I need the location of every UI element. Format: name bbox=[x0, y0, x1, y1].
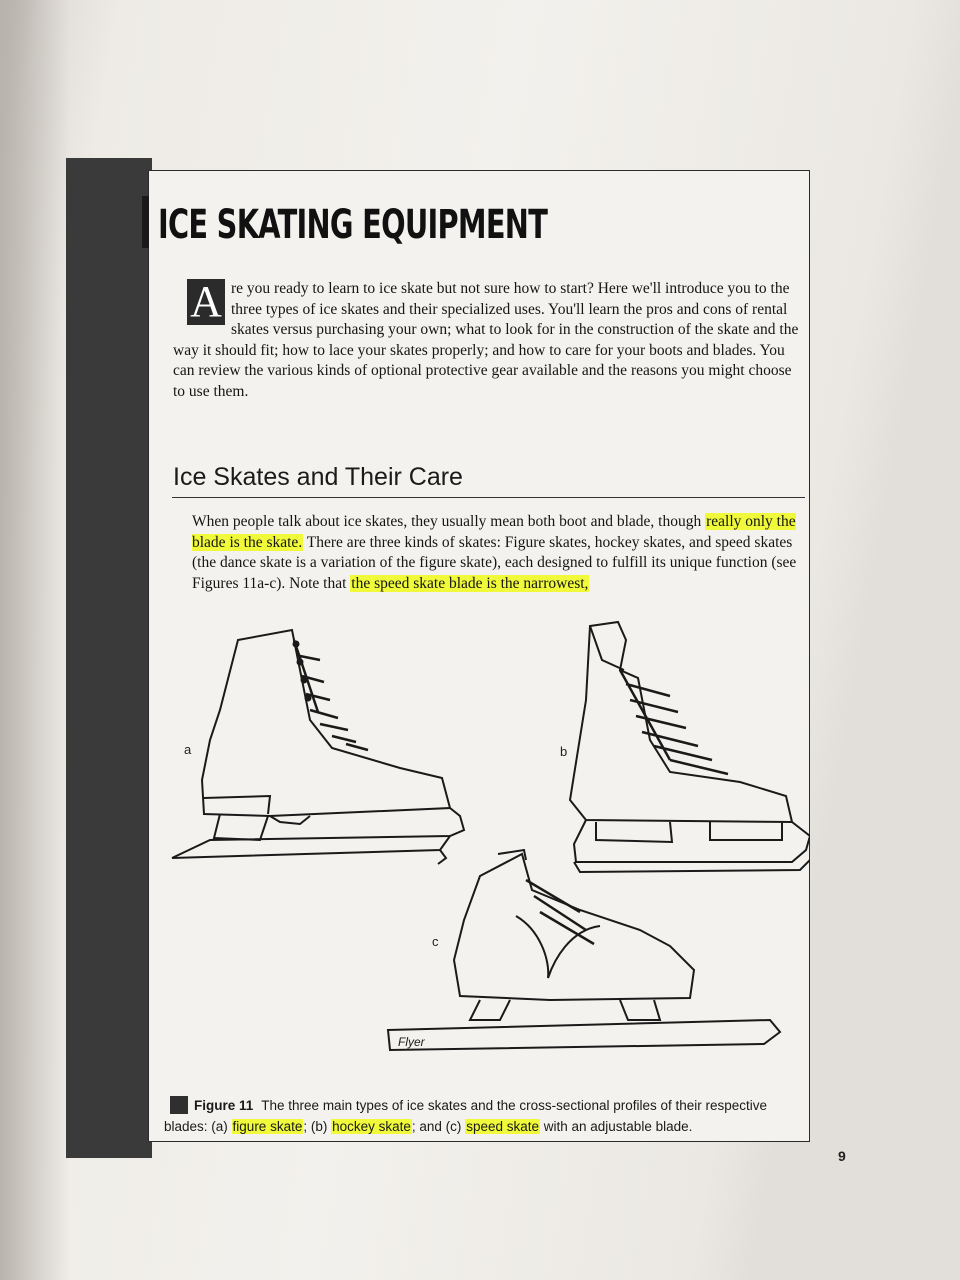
caption-highlight-figure: figure skate bbox=[232, 1119, 303, 1134]
figure-label-b: b bbox=[560, 744, 568, 759]
caption-highlight-speed: speed skate bbox=[466, 1119, 539, 1134]
chapter-title: ICE SKATING EQUIPMENT bbox=[158, 202, 548, 248]
body-text-2: There are three kinds of skates: Figure skates, hockey skates, and speed skates (the dance skate is a variation of the figure skate), each designed to fulfill its unique function (see Figures 11a-c). Note that bbox=[192, 533, 797, 592]
caption-text-1: The three main types of ice skates and the cross-sectional profiles of their respective blades: (a) bbox=[164, 1098, 768, 1134]
section-rule bbox=[172, 497, 805, 498]
caption-highlight-hockey: hockey skate bbox=[332, 1119, 411, 1134]
hockey-skate-drawing bbox=[570, 622, 810, 872]
intro-paragraph bbox=[173, 279, 805, 402]
figure-label-a: a bbox=[184, 742, 192, 757]
body-text-1: When people talk about ice skates, they usually mean both boot and blade, though bbox=[192, 513, 706, 530]
caption-text-3: ; and (c) bbox=[411, 1119, 466, 1134]
highlight-speed-blade: the speed skate blade is the narrowest, bbox=[351, 574, 589, 592]
intro-text: re you ready to learn to ice skate but not sure how to start? Here we'll introduce you to the three types of ice skates and their specialized uses. You'll learn the pros and cons of rental skates versus purchasing your own; what to look for in the construction of the skate and the way it should fit; how to lace your skates properly; and how to care for your boots and blades. You can review the various kinds of optional protective gear available and the reasons you might choose to use them. bbox=[173, 280, 799, 400]
body-paragraph bbox=[192, 512, 810, 594]
caption-text-4: with an adjustable blade. bbox=[540, 1119, 693, 1134]
highlight-blade: really only the blade is the skate. bbox=[192, 513, 796, 551]
figure-skate-drawing bbox=[172, 630, 464, 864]
title-accent-bar bbox=[142, 196, 149, 248]
page-number: 9 bbox=[838, 1148, 846, 1164]
caption-text-2: ; (b) bbox=[303, 1119, 332, 1134]
figure-skates-illustration bbox=[150, 600, 810, 1080]
speed-skate-drawing bbox=[388, 850, 780, 1050]
figure-caption bbox=[164, 1095, 804, 1137]
blade-brand-mark: Flyer bbox=[398, 1035, 425, 1049]
page-gutter-shadow bbox=[0, 0, 70, 1280]
figure-label-c: c bbox=[432, 934, 439, 949]
section-heading: Ice Skates and Their Care bbox=[173, 463, 463, 491]
chapter-side-bar bbox=[66, 158, 152, 1158]
caption-label: Figure 11 bbox=[194, 1098, 254, 1113]
drop-cap: A bbox=[187, 279, 225, 325]
